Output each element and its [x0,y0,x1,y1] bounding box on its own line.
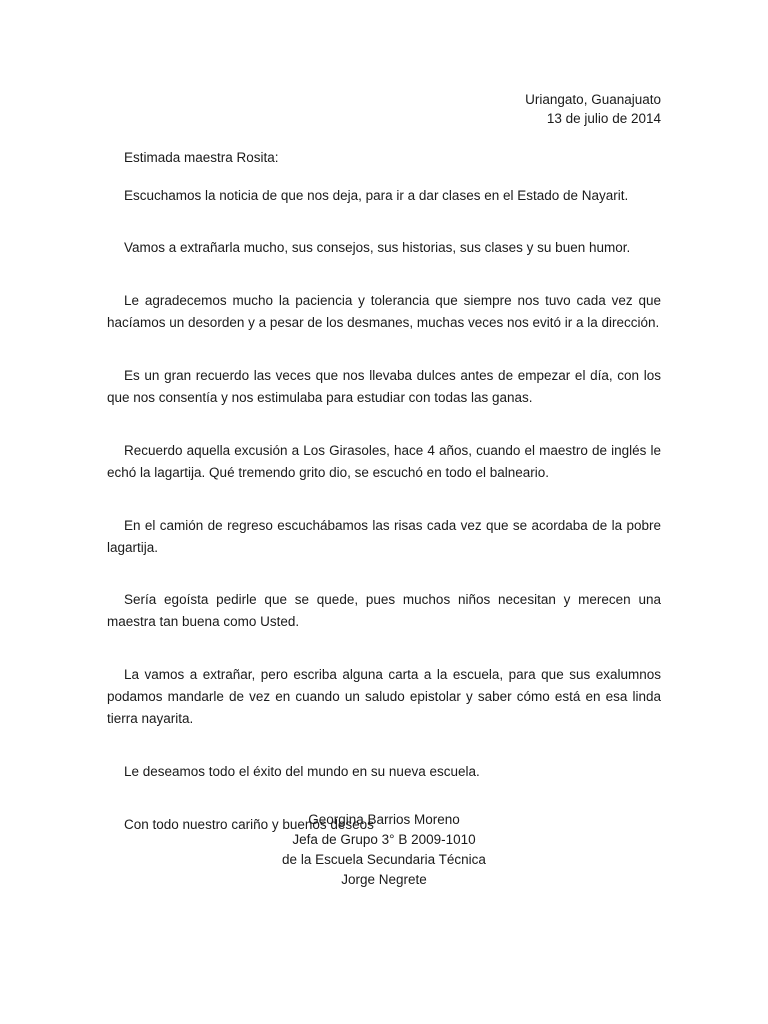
signature-name: Georgina Barrios Moreno [308,812,460,827]
letter-paragraph: Es un gran recuerdo las veces que nos llevaba dulces antes de empezar el día, con los que nos consentía y nos estimulaba para estudiar con todas las ganas. [107,368,661,405]
letter-paragraph: Sería egoísta pedirle que se quede, pues muchos niños necesitan y merecen una maestra tan buena como Usted. [107,592,661,629]
letter-closing: Con todo nuestro cariño y buenos deseos [124,817,374,832]
signature-role: Jefa de Grupo 3° B 2009-1010 [292,832,476,847]
signature-school-name: Jorge Negrete [341,872,427,887]
letter-paragraph: La vamos a extrañar, pero escriba alguna carta a la escuela, para que sus exalumnos podamos mandarle de vez en cuando un saludo epistolar y saber cómo está en esa linda tierra nayarita. [107,667,661,726]
letter-date: 13 de julio de 2014 [546,111,661,126]
letter-header [525,90,661,128]
signature-school: de la Escuela Secundaria Técnica [282,852,486,867]
letter-paragraph: Recuerdo aquella excusión a Los Girasoles, hace 4 años, cuando el maestro de inglés le echó la lagartija. Qué tremendo grito dio, se escuchó en todo el balneario. [107,443,661,480]
letter-paragraph: En el camión de regreso escuchábamos las risas cada vez que se acordaba de la pobre lagartija. [107,518,661,555]
letter-paragraph: Escuchamos la noticia de que nos deja, para ir a dar clases en el Estado de Nayarit. [124,188,629,203]
letter-paragraph: Vamos a extrañarla mucho, sus consejos, sus historias, sus clases y su buen humor. [124,240,631,255]
letter-paragraph: Le deseamos todo el éxito del mundo en su nueva escuela. [124,764,480,779]
letter-paragraph: Le agradecemos mucho la paciencia y tolerancia que siempre nos tuvo cada vez que hacíamos un desorden y a pesar de los desmanes, muchas veces nos evitó ir a la dirección. [107,293,661,330]
letter-body [107,148,661,836]
letter-signature [107,810,661,890]
letter-place: Uriangato, Guanajuato [525,92,661,107]
letter-salutation: Estimada maestra Rosita: [124,150,279,165]
